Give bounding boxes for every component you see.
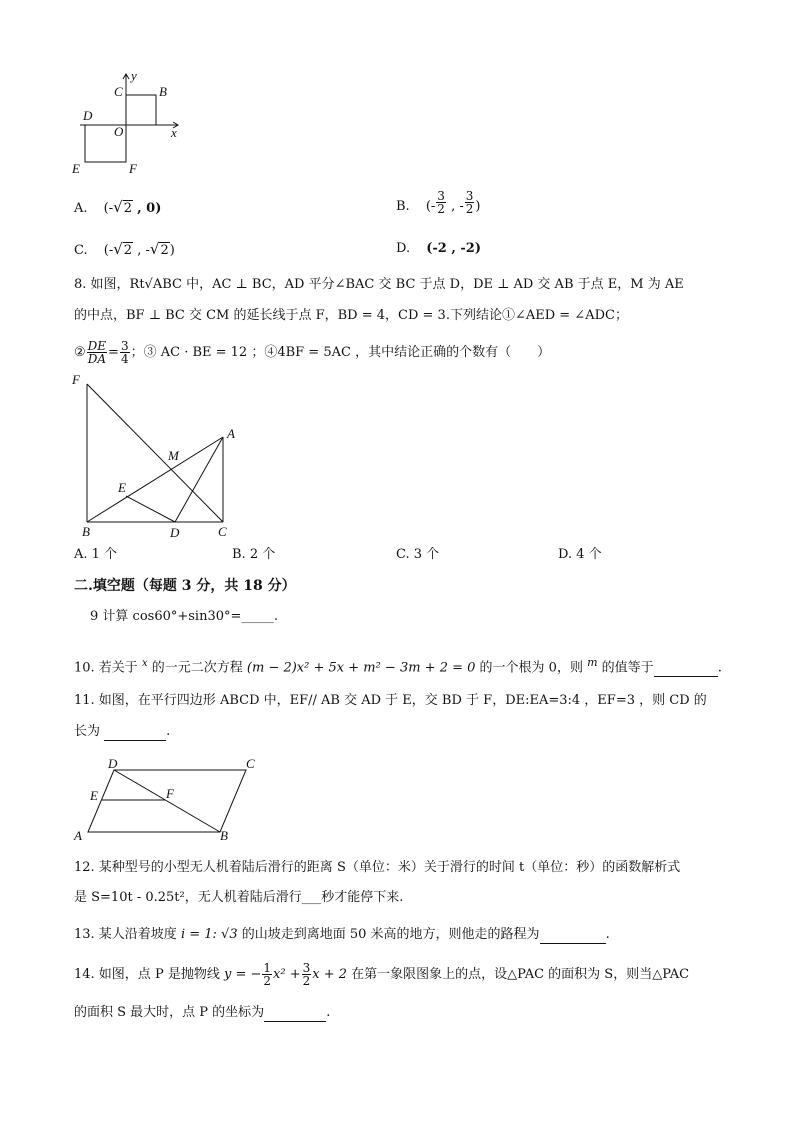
q12-line1: 12. 某种型号的小型无人机着陆后滑行的距离 S（单位：米）关于滑行的时间 t（单位：秒）的函数解析式	[74, 860, 681, 875]
label-c: C	[246, 756, 255, 771]
label-f: F	[72, 372, 80, 387]
q8-line3: ② $\frac{DE}{DA}$ = $\frac{3}{4}$ ；③ AC · BE = 12 ；④4BF = 5AC ，其中结论正确的个数有（ ）	[74, 339, 551, 366]
label-m: M	[168, 448, 179, 463]
label-f: F	[166, 786, 174, 801]
segment-fc	[87, 384, 223, 522]
q7-option-d: D. (-2 , -2)	[396, 241, 481, 256]
q12-line2: 是 S=10t - 0.25t²，无人机着陆后滑行___秒才能停下来.	[74, 890, 404, 905]
parallelogram-figure	[68, 754, 268, 846]
label-d: D	[108, 756, 118, 771]
label-b: B	[159, 84, 167, 99]
diagonal-bd	[114, 770, 220, 832]
triangle-figure	[66, 370, 246, 542]
q8-option-d: D. 4 个	[558, 547, 602, 562]
label-e: E	[90, 788, 98, 803]
q8-option-a: A. 1 个	[74, 547, 118, 562]
q13: 13. 某人沿着坡度 i = 1: √3 的山坡走到离地面 50 米高的地方，则他走的路程为 .	[74, 927, 610, 942]
q8-option-b: B. 2 个	[232, 547, 276, 562]
q11-line1: 11. 如图，在平行四边形 ABCD 中，EF// AB 交 AD 于 E，交 BD 于 F，DE:EA=3:4 ，EF=3 ，则 CD 的	[74, 693, 707, 708]
segment-ab	[87, 437, 223, 522]
q11-answer-blank[interactable]	[104, 726, 166, 741]
section-title: 二.填空题（每题 3 分，共 18 分）	[74, 578, 296, 594]
segment-de	[126, 496, 175, 522]
label-e: E	[72, 161, 80, 176]
square-ocb	[126, 95, 156, 125]
q8-line2: 的中点，BF ⊥ BC 交 CM 的延长线于点 F，BD = 4，CD = 3.下列结论①∠AED = ∠ADC；	[74, 308, 628, 323]
label-c: C	[114, 84, 123, 99]
q11-line2: 长为 .	[74, 724, 171, 739]
q13-answer-blank[interactable]	[540, 929, 606, 944]
q7-option-c: C. (-√2 , -√2)	[74, 240, 175, 258]
label-y: y	[131, 68, 137, 83]
label-c: C	[218, 524, 227, 539]
q14-line1: 14. 如图，点 P 是抛物线 y = − $\frac{1}{2}$ x² + $\frac{3}{2}$ x + 2 在第一象限图象上的点，设△PAC 的面积为 S，则当△PAC	[74, 961, 690, 988]
label-b: B	[82, 524, 90, 539]
q14-line2: 的面积 S 最大时，点 P 的坐标为 .	[74, 1005, 331, 1020]
q7-option-b: B. (- $\frac{3}{2}$ , - $\frac{3}{2}$ )	[396, 189, 481, 216]
segment-ad	[175, 437, 223, 522]
label-x: x	[171, 125, 177, 140]
q7-option-a: A. (-√2 , 0)	[74, 198, 162, 216]
q9: 9 计算 cos60°+sin30°=_____.	[90, 609, 279, 624]
label-d: D	[170, 525, 180, 540]
q8-option-c: C. 3 个	[396, 547, 440, 562]
q10: 10. 若关于 $^x$ 的一元二次方程 (m − 2)x² + 5x + m² − 3m + 2 = 0 的一个根为 0，则 $^m$ 的值等于 .	[74, 656, 722, 676]
q10-answer-blank[interactable]	[654, 662, 718, 677]
q8-line1: 8. 如图，Rt√ABC 中，AC ⊥ BC，AD 平分∠BAC 交 BC 于点 D，DE ⊥ AD 交 AB 于点 E，M 为 AE	[74, 277, 684, 292]
label-b: B	[220, 828, 228, 843]
label-e: E	[118, 480, 126, 495]
label-f: F	[129, 161, 137, 176]
label-a: A	[227, 426, 235, 441]
q14-answer-blank[interactable]	[264, 1007, 326, 1022]
label-a: A	[74, 828, 82, 843]
label-o: O	[114, 124, 124, 139]
label-d: D	[83, 108, 93, 123]
axes-figure	[70, 66, 190, 180]
